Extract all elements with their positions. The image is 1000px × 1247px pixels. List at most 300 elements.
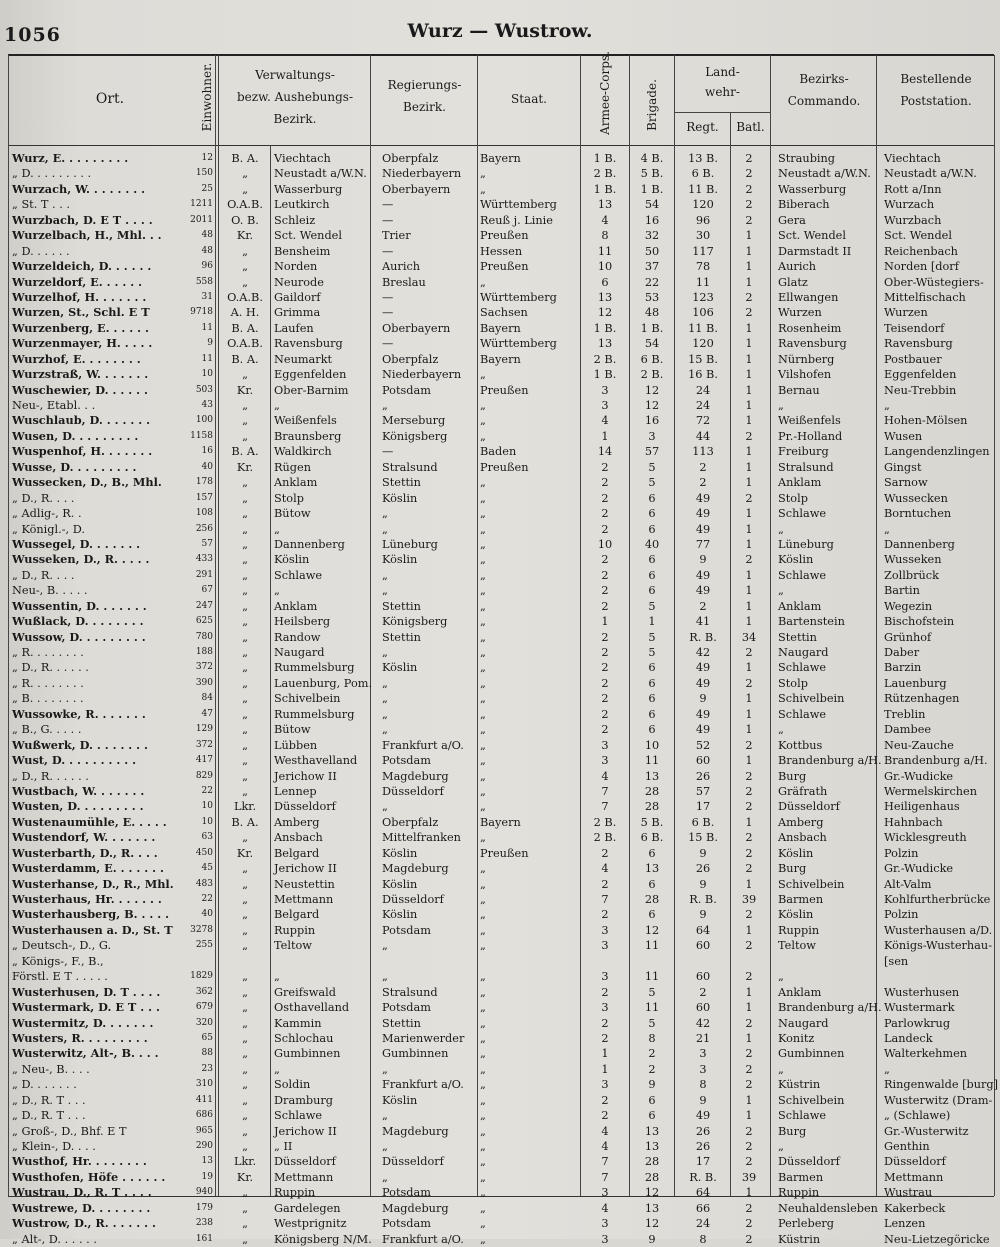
table-row [0, 336, 1000, 351]
cell-brigade: 5 [648, 985, 656, 999]
cell-admin-type: O. B. [231, 213, 259, 227]
cell-admin-type: „ [242, 615, 248, 629]
cell-admin-type: „ [242, 862, 248, 876]
cell-place-name: Wussowke, R. . . . . . . [12, 706, 146, 721]
cell-population: 157 [195, 492, 213, 503]
cell-army-corps: 7 [601, 1170, 609, 1184]
cell-army-corps: 7 [601, 800, 609, 814]
cell-population: 161 [195, 1233, 213, 1244]
cell-landwehr-battalion: 1 [745, 414, 753, 428]
table-row [0, 321, 1000, 336]
cell-population: 43 [201, 400, 213, 410]
cell-state: „ [480, 630, 486, 644]
cell-landwehr-regiment: 64 [695, 1186, 711, 1200]
cell-post-station: Norden [dorf [884, 260, 959, 274]
cell-landwehr-regiment: 49 [695, 676, 711, 690]
cell-landwehr-regiment: 49 [695, 568, 711, 582]
cell-state: Bayern [480, 352, 521, 366]
page-number: 1056 [4, 24, 61, 46]
cell-army-corps: 2 [601, 1031, 609, 1045]
cell-landwehr-battalion: 1 [745, 1031, 753, 1045]
cell-district-command: Schivelbein [778, 692, 845, 706]
cell-government-district: Köslin [382, 1093, 418, 1107]
cell-admin-district: Lennep [274, 784, 317, 798]
cell-army-corps: 2 [601, 692, 609, 706]
cell-government-district: Marienwerder [382, 1031, 465, 1045]
cell-army-corps: 2 B. [593, 831, 617, 845]
cell-state: „ [480, 1078, 486, 1092]
cell-landwehr-battalion: 1 [745, 692, 753, 706]
cell-place-name: Wustermark, D. E T . . . [12, 1000, 160, 1015]
cell-post-station: Borntuchen [884, 507, 952, 521]
cell-state: „ [480, 877, 486, 891]
cell-admin-type: „ [242, 568, 248, 582]
cell-admin-district: Osthavelland [274, 1001, 350, 1015]
cell-landwehr-battalion: 2 [745, 213, 753, 227]
cell-army-corps: 4 [601, 213, 609, 227]
cell-post-station: Lauenburg [884, 676, 947, 690]
cell-army-corps: 2 [601, 568, 609, 582]
table-row [0, 305, 1000, 320]
cell-brigade: 1 B. [640, 182, 664, 196]
cell-population: 238 [195, 1218, 213, 1229]
cell-landwehr-regiment: 60 [695, 970, 711, 984]
cell-state: „ [480, 985, 486, 999]
cell-army-corps: 3 [601, 399, 609, 412]
cell-state: Sachsen [480, 306, 528, 320]
cell-post-station: Sarnow [884, 476, 928, 490]
cell-post-station: Wusterhusen [884, 985, 960, 999]
cell-state: „ [480, 615, 486, 629]
cell-place-name: Wurzeldorf, E. . . . . . [12, 274, 143, 289]
cell-landwehr-regiment: 26 [695, 769, 711, 783]
cell-landwehr-battalion: 1 [745, 460, 753, 474]
cell-army-corps: 2 [601, 599, 609, 613]
cell-government-district: Königsberg [382, 615, 448, 629]
cell-population: 96 [201, 261, 213, 272]
header-ort: Ort. [95, 91, 125, 107]
table-row [0, 985, 1000, 1000]
cell-brigade: 4 B. [640, 152, 664, 165]
cell-landwehr-regiment: 24 [695, 383, 711, 397]
cell-post-station: Ober-Wüstegiers- [884, 275, 984, 289]
header-armee-corps: Armee-Corps. [598, 51, 612, 135]
cell-admin-district: Weißenfels [274, 414, 337, 428]
cell-district-command: „ [778, 970, 784, 984]
cell-admin-district: Mettmann [274, 1170, 334, 1184]
cell-post-station: Parlowkrug [884, 1016, 951, 1030]
cell-government-district: Stettin [382, 1016, 421, 1030]
cell-admin-type: „ [242, 599, 248, 613]
cell-population: 23 [201, 1063, 213, 1074]
cell-admin-type: B. A. [231, 352, 259, 366]
cell-district-command: Naugard [778, 646, 829, 659]
cell-brigade: 13 [644, 1201, 660, 1215]
cell-landwehr-regiment: 77 [695, 537, 711, 551]
table-row [0, 367, 1000, 382]
cell-government-district: Magdeburg [382, 862, 449, 876]
cell-landwehr-regiment: R. B. [689, 893, 717, 906]
cell-brigade: 53 [644, 290, 660, 304]
cell-admin-district: Köslin [274, 553, 310, 567]
cell-district-command: Brandenburg a/H. [778, 754, 882, 768]
cell-admin-type: „ [242, 1232, 248, 1246]
cell-state: „ [480, 414, 486, 428]
cell-army-corps: 1 B. [593, 368, 617, 382]
table-row [0, 1031, 1000, 1046]
cell-place-name: Wussentin, D. . . . . . . [12, 598, 147, 613]
table-row [0, 244, 1000, 259]
cell-district-command: Freiburg [778, 445, 829, 459]
cell-admin-district: Gumbinnen [274, 1047, 341, 1061]
cell-army-corps: 3 [601, 1186, 609, 1200]
cell-district-command: Biberach [778, 198, 830, 212]
cell-landwehr-battalion: 1 [745, 923, 753, 937]
cell-admin-district: Dramburg [274, 1093, 334, 1107]
cell-brigade: 12 [644, 923, 660, 937]
table-row [0, 352, 1000, 367]
cell-post-station: Kakerbeck [884, 1201, 946, 1215]
cell-army-corps: 4 [601, 862, 609, 876]
cell-landwehr-battalion: 2 [745, 784, 753, 798]
table-row [0, 815, 1000, 830]
table-row [0, 1139, 1000, 1154]
table-row [0, 877, 1000, 892]
cell-population: 10 [201, 816, 213, 827]
table-row [0, 830, 1000, 845]
table-row [0, 1046, 1000, 1061]
cell-district-command: Neuhaldensleben [778, 1201, 878, 1215]
cell-admin-type: „ [242, 661, 248, 675]
cell-admin-district: Belgard [274, 846, 320, 860]
cell-army-corps: 2 [601, 1109, 609, 1123]
cell-government-district: — [382, 198, 394, 212]
cell-population: 411 [195, 1094, 213, 1105]
cell-landwehr-battalion: 2 [745, 553, 753, 567]
cell-place-name: Wuschlaub, D. . . . . . . [12, 413, 151, 428]
cell-state: „ [480, 1001, 486, 1015]
cell-post-station: Kohlfurtherbrücke [884, 893, 991, 906]
cell-landwehr-regiment: 96 [695, 213, 711, 227]
cell-population: 1158 [190, 430, 213, 441]
table-row [0, 630, 1000, 645]
cell-government-district: Oberpfalz [382, 352, 439, 366]
cell-admin-district: Amberg [274, 815, 320, 829]
table-row [0, 1201, 1000, 1216]
cell-state: „ [480, 769, 486, 783]
cell-district-command: „ [778, 723, 784, 737]
table-row [0, 398, 1000, 413]
cell-admin-type: „ [242, 707, 248, 721]
cell-admin-type: „ [242, 584, 248, 598]
cell-landwehr-regiment: 49 [695, 1109, 711, 1123]
cell-post-station: Gr.-Wudicke [884, 769, 954, 783]
cell-government-district: Niederbayern [382, 368, 462, 382]
cell-landwehr-regiment: 9 [699, 908, 707, 922]
cell-admin-district: Düsseldorf [274, 800, 336, 814]
cell-population: 483 [195, 878, 213, 889]
cell-government-district: „ [382, 646, 388, 659]
cell-post-station: Neu-Trebbin [884, 383, 957, 397]
cell-post-station: Alt-Valm [884, 877, 932, 891]
cell-post-station: Landeck [884, 1031, 933, 1045]
table-row [0, 722, 1000, 737]
cell-brigade: 28 [644, 800, 660, 814]
cell-admin-type: „ [242, 1140, 248, 1153]
cell-post-station: Wusen [884, 429, 923, 443]
cell-admin-district: Ansbach [274, 831, 323, 845]
cell-landwehr-battalion: 2 [745, 769, 753, 783]
cell-government-district: — [382, 337, 394, 351]
header-brigade: Brigade. [645, 79, 659, 131]
cell-state: „ [480, 476, 486, 490]
cell-post-station: Reichenbach [884, 244, 958, 258]
cell-admin-type: „ [242, 244, 248, 258]
cell-admin-district: Bensheim [274, 244, 331, 258]
cell-admin-type: B. A. [231, 152, 259, 165]
cell-landwehr-battalion: 2 [745, 908, 753, 922]
cell-population: 829 [195, 770, 213, 781]
cell-post-station: Gr.-Wudicke [884, 862, 954, 876]
cell-landwehr-regiment: R. B. [689, 1170, 717, 1184]
cell-place-name: Wusterhanse, D., R., Mhl. [12, 876, 174, 891]
table-row [0, 259, 1000, 274]
cell-army-corps: 11 [597, 244, 613, 258]
cell-government-district: Stettin [382, 630, 421, 644]
cell-army-corps: 2 [601, 553, 609, 567]
cell-district-command: Stettin [778, 630, 817, 644]
cell-district-command: Ravensburg [778, 337, 847, 351]
cell-government-district: „ [382, 507, 388, 521]
cell-state: „ [480, 970, 486, 984]
cell-post-station: Rott a/Inn [884, 182, 942, 196]
cell-landwehr-battalion: 2 [745, 676, 753, 690]
cell-state: „ [480, 1232, 486, 1246]
header-rule [8, 145, 994, 146]
cell-state: „ [480, 1217, 486, 1231]
cell-place-name: Förstl. E T . . . . . [12, 970, 108, 984]
cell-district-command: Aurich [778, 260, 817, 274]
cell-landwehr-regiment: 60 [695, 1001, 711, 1015]
cell-landwehr-regiment: 9 [699, 1093, 707, 1107]
cell-army-corps: 2 [601, 707, 609, 721]
cell-district-command: Straubing [778, 152, 836, 165]
cell-landwehr-battalion: 1 [745, 754, 753, 768]
cell-army-corps: 2 [601, 522, 609, 536]
cell-admin-type: „ [242, 1201, 248, 1215]
cell-brigade: 5 [648, 460, 656, 474]
cell-landwehr-regiment: 15 B. [688, 831, 718, 845]
cell-government-district: Stettin [382, 476, 421, 490]
cell-post-station: Wusterwitz (Dram- [884, 1093, 993, 1107]
cell-population: 16 [201, 446, 213, 457]
cell-post-station: Teisendorf [884, 321, 945, 335]
cell-state: „ [480, 182, 486, 196]
cell-population: 40 [201, 909, 213, 920]
cell-district-command: Amberg [778, 815, 824, 829]
cell-place-name: „ D., R. . . . [12, 491, 75, 505]
cell-state: „ [480, 692, 486, 706]
cell-post-station: Gr.-Wusterwitz [884, 1124, 969, 1138]
cell-population: 965 [195, 1125, 213, 1136]
cell-district-command: Stolp [778, 491, 808, 505]
cell-admin-type: „ [242, 738, 248, 752]
table-row [0, 475, 1000, 490]
cell-state: „ [480, 831, 486, 845]
cell-landwehr-battalion: 2 [745, 290, 753, 304]
cell-landwehr-regiment: 11 B. [688, 182, 718, 196]
cell-district-command: Köslin [778, 846, 814, 860]
cell-landwehr-battalion: 2 [745, 1062, 753, 1076]
cell-post-station: Rützenhagen [884, 692, 960, 706]
cell-army-corps: 10 [597, 260, 613, 274]
cell-admin-type: „ [242, 939, 248, 953]
cell-post-station: Heiligenhaus [884, 800, 960, 814]
cell-brigade: 10 [644, 738, 660, 752]
cell-landwehr-regiment: 9 [699, 846, 707, 860]
cell-landwehr-battalion: 1 [745, 337, 753, 351]
table-row [0, 213, 1000, 228]
cell-admin-district: Gardelegen [274, 1201, 341, 1215]
cell-landwehr-battalion: 2 [745, 429, 753, 443]
cell-government-district: Frankfurt a/O. [382, 1232, 464, 1246]
table-row [0, 938, 1000, 953]
table-row [0, 583, 1000, 598]
cell-brigade: 6 [648, 507, 656, 521]
cell-post-station: Walterkehmen [884, 1047, 968, 1061]
cell-place-name: Wurzeldeich, D. . . . . . [12, 259, 152, 274]
cell-admin-type: „ [242, 1186, 248, 1200]
cell-admin-type: „ [242, 476, 248, 490]
cell-admin-type: „ [242, 1062, 248, 1076]
cell-admin-district: Schivelbein [274, 692, 341, 706]
cell-landwehr-battalion: 1 [745, 321, 753, 335]
cell-place-name: „ Neu-, B. . . . [12, 1062, 90, 1076]
cell-district-command: Brandenburg a/H. [778, 1001, 882, 1015]
cell-admin-district: „ [274, 584, 280, 598]
cell-state: „ [480, 800, 486, 814]
cell-place-name: Wurzbach, D. E T . . . . [12, 212, 153, 227]
cell-district-command: Ruppin [778, 1186, 820, 1200]
cell-landwehr-regiment: 60 [695, 939, 711, 953]
cell-landwehr-regiment: 6 B. [691, 815, 715, 829]
cell-landwehr-regiment: 72 [695, 414, 711, 428]
cell-place-name: Wustbach, W. . . . . . . [12, 783, 145, 798]
cell-population: 12 [201, 153, 213, 163]
table-row [0, 275, 1000, 290]
cell-state: Preußen [480, 229, 529, 243]
cell-population: 84 [201, 693, 213, 704]
table-row [0, 599, 1000, 614]
cell-brigade: 12 [644, 399, 660, 412]
cell-landwehr-battalion: 1 [745, 229, 753, 243]
cell-brigade: 13 [644, 1124, 660, 1138]
cell-population: 2011 [190, 214, 213, 225]
cell-army-corps: 2 [601, 1016, 609, 1030]
cell-admin-type: Kr. [236, 460, 254, 474]
cell-state: „ [480, 676, 486, 690]
cell-landwehr-battalion: 2 [745, 152, 753, 165]
table-row [0, 923, 1000, 938]
cell-admin-type: „ [242, 167, 248, 181]
cell-admin-district: Viechtach [274, 152, 331, 165]
cell-place-name: „ B. . . . . . . . [12, 692, 84, 706]
cell-district-command: Sct. Wendel [778, 229, 846, 243]
cell-brigade: 12 [644, 383, 660, 397]
cell-district-command: Kottbus [778, 738, 823, 752]
cell-district-command: Wasserburg [778, 182, 847, 196]
table-row [0, 1124, 1000, 1139]
cell-government-district: Breslau [382, 275, 426, 289]
cell-state: „ [480, 491, 486, 505]
cell-post-station: Mettmann [884, 1170, 944, 1184]
cell-post-station: Polzin [884, 908, 919, 922]
table-row [0, 1108, 1000, 1123]
cell-place-name: Wurzstraß, W. . . . . . . [12, 367, 149, 382]
cell-government-district: Frankfurt a/O. [382, 738, 464, 752]
cell-army-corps: 1 [601, 429, 609, 443]
table-row [0, 413, 1000, 428]
cell-army-corps: 6 [601, 275, 609, 289]
cell-population: 1211 [190, 199, 213, 210]
cell-population: 417 [195, 755, 213, 766]
cell-district-command: „ [778, 1140, 784, 1153]
cell-population: 255 [195, 940, 213, 951]
cell-district-command: Köslin [778, 553, 814, 567]
cell-landwehr-regiment: 2 [699, 460, 707, 474]
cell-government-district: Gumbinnen [382, 1047, 449, 1061]
table-row [0, 861, 1000, 876]
cell-post-station: Neu-Zauche [884, 738, 954, 752]
cell-district-command: „ [778, 522, 784, 536]
cell-army-corps: 13 [597, 290, 613, 304]
cell-state: „ [480, 1062, 486, 1076]
cell-state: Hessen [480, 244, 523, 258]
cell-brigade: 5 [648, 630, 656, 644]
cell-district-command: Weißenfels [778, 414, 841, 428]
header-staat: Staat. [511, 92, 547, 106]
cell-landwehr-regiment: 3 [699, 1047, 707, 1061]
cell-state: „ [480, 1155, 486, 1169]
cell-landwehr-regiment: 2 [699, 476, 707, 490]
cell-landwehr-battalion: 2 [745, 1047, 753, 1061]
cell-state: Württemberg [480, 337, 557, 351]
cell-admin-type: Lkr. [233, 800, 257, 814]
cell-government-district: Potsdam [382, 1217, 431, 1231]
cell-landwehr-regiment: 57 [695, 784, 711, 798]
cell-district-command: Burg [778, 862, 807, 876]
cell-brigade: 9 [648, 1232, 656, 1246]
cell-district-command: Stralsund [778, 460, 834, 474]
table-row [0, 568, 1000, 583]
cell-brigade: 13 [644, 1140, 660, 1153]
cell-district-command: Glatz [778, 275, 808, 289]
cell-army-corps: 2 [601, 985, 609, 999]
cell-government-district: „ [382, 676, 388, 690]
cell-place-name: „ B., G. . . . . [12, 723, 82, 737]
cell-brigade: 6 B. [640, 352, 664, 366]
cell-brigade: 6 [648, 676, 656, 690]
cell-landwehr-battalion: 1 [745, 985, 753, 999]
cell-admin-type: O.A.B. [227, 337, 263, 351]
cell-population: 45 [201, 863, 213, 874]
cell-district-command: Burg [778, 769, 807, 783]
cell-district-command: Konitz [778, 1031, 815, 1045]
cell-post-station: Grünhof [884, 630, 932, 644]
cell-army-corps: 2 [601, 1093, 609, 1107]
cell-post-station: „ [884, 522, 890, 536]
cell-government-district: Frankfurt a/O. [382, 1078, 464, 1092]
